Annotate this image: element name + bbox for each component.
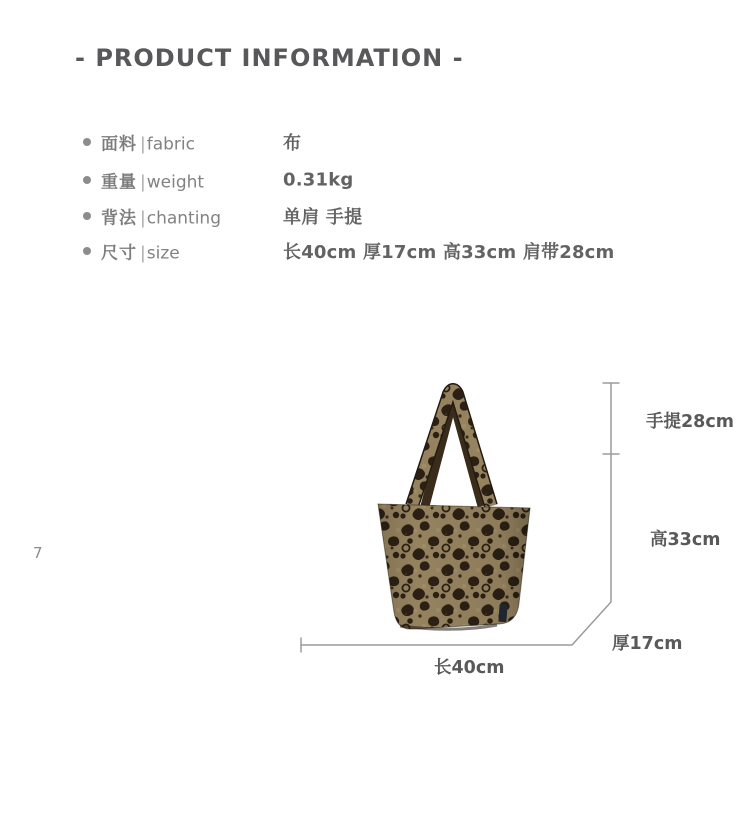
spec-value: 单肩 手提 [283,207,363,228]
dimension-label-handle: 手提28cm [646,412,734,432]
dimension-label-depth: 厚17cm [612,634,683,654]
dimension-label-height: 高33cm [650,530,721,550]
spec-label-cn: 面料 [101,134,137,155]
spec-label-en: chanting [146,208,222,229]
bag-brand-tag [498,604,507,623]
spec-label-en: size [146,243,180,264]
bag-strap-edge [412,390,491,506]
stray-mark: 7 [33,544,43,562]
dimension-label-length: 长40cm [434,658,505,678]
spec-label-en: weight [146,172,205,193]
leopard-tote-bag-image [378,390,530,629]
spec-label-cn: 尺寸 [101,243,137,264]
spec-label-cn: 背法 [101,208,137,229]
label-divider: | [140,134,146,155]
label-divider: | [140,208,146,229]
spec-value: 布 [283,133,302,154]
spec-label-en: fabric [146,134,195,155]
spec-value: 0.31kg [283,169,354,191]
bag-body-shading [378,504,530,629]
page-title: - PRODUCT INFORMATION - [75,44,464,72]
label-divider: | [140,243,146,264]
spec-label-cn: 重量 [101,172,137,193]
label-divider: | [140,172,146,193]
spec-value: 长40cm 厚17cm 高33cm 肩带28cm [283,242,615,263]
